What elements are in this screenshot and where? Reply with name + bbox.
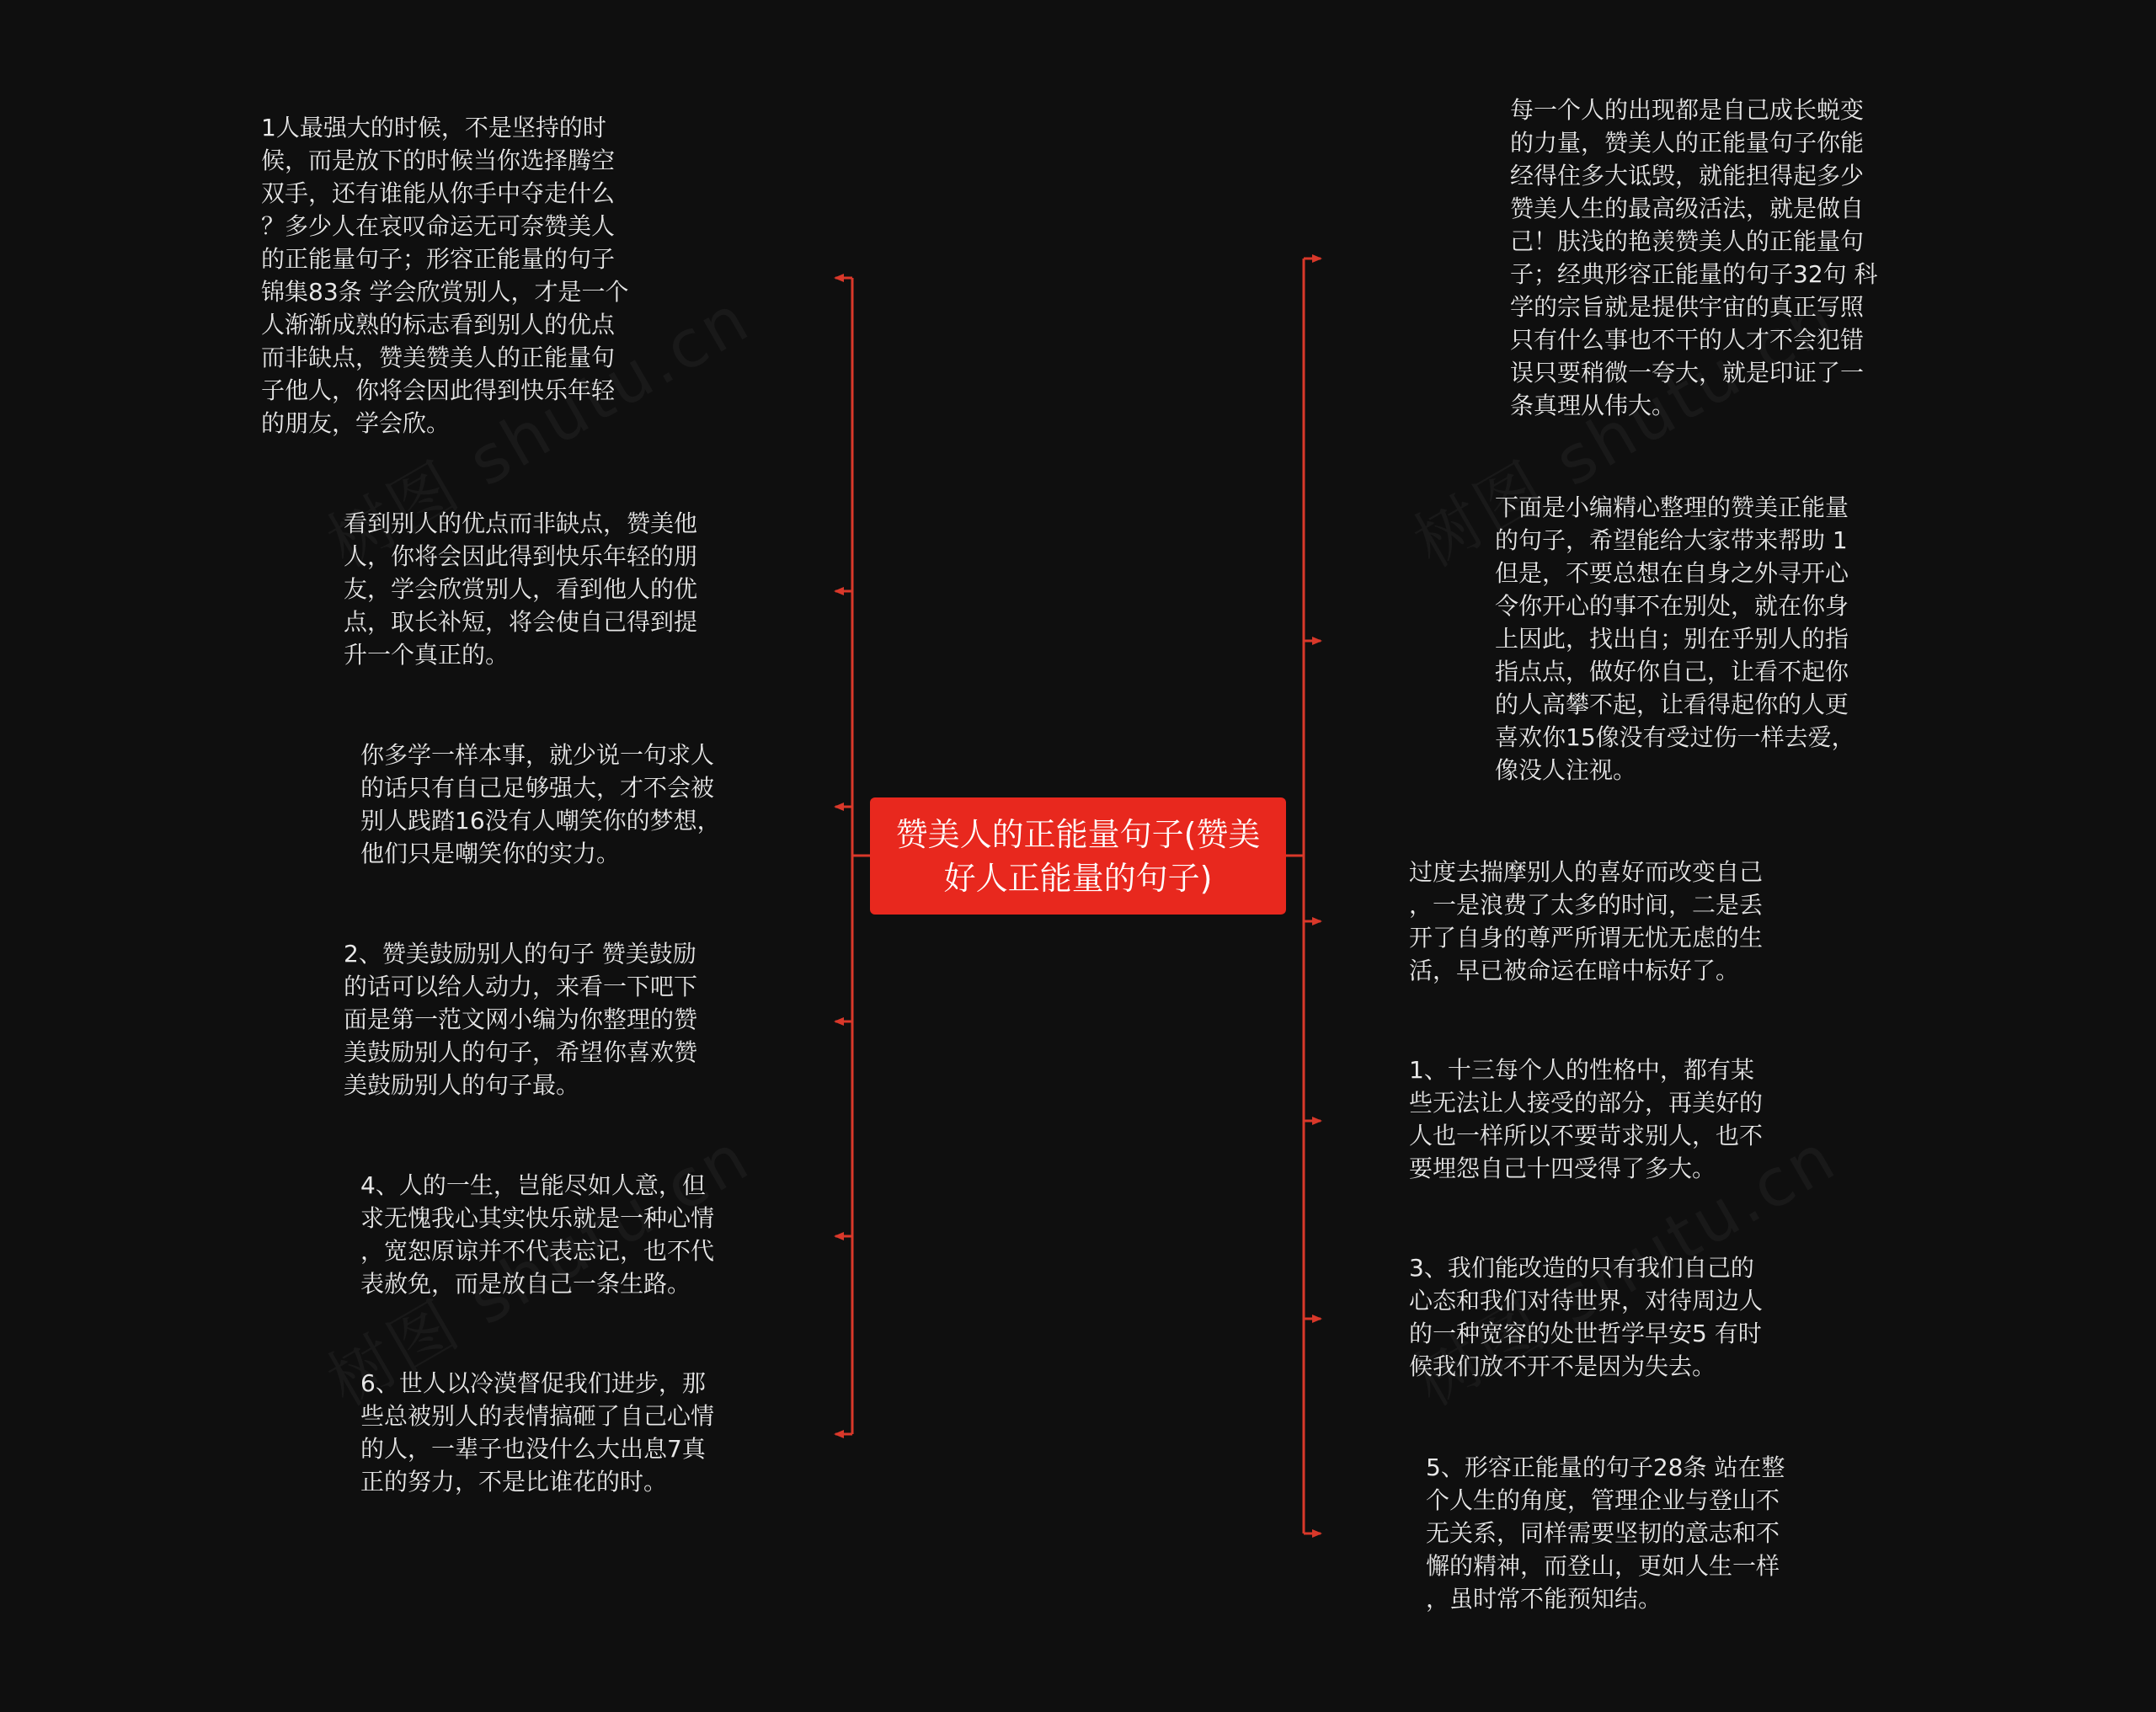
right-branch-node-3: 过度去揣摩别人的喜好而改变自己 ，一是浪费了太多的时间，二是丢 开了自身的尊严所谓无忧无虑的生 活，早已被命运在暗中标好了。 bbox=[1409, 858, 1764, 984]
right-branch-node-2: 下面是小编精心整理的赞美正能量 的句子，希望能给大家带来帮助 1 但是，不要总想在自身之外寻开心 令你开心的事不在别处，就在你身 上因此，找出自；别在乎别人的指 指点点，做好你自己，让看不起你 的人高攀不起，让看得起你的人更 喜欢你15像没有受过伤一样去爱， 像没人注视。 bbox=[1495, 493, 1855, 784]
left-branch-node-2: 看到别人的优点而非缺点，赞美他 人，你将会因此得到快乐年轻的朋 友，学会欣赏别人，看到他人的优 点，取长补短，将会使自己得到提 升一个真正的。 bbox=[344, 509, 698, 669]
left-branch-node-6: 6、世人以冷漠督促我们进步，那 些总被别人的表情搞砸了自己心情 的人，一辈子也没什么大出息7真 正的努力，不是比谁花的时。 bbox=[360, 1369, 715, 1496]
right-branch-node-5: 3、我们能改造的只有我们自己的 心态和我们对待世界，对待周边人 的一种宽容的处世哲学早安5 有时 候我们放不开不是因为失去。 bbox=[1409, 1254, 1764, 1380]
left-branch-node-3: 你多学一样本事，就少说一句求人 的话只有自己足够强大，才不会被 别人践踏16没有人嘲笑你的梦想， 他们只是嘲笑你的实力。 bbox=[360, 741, 721, 867]
right-branch-node-1: 每一个人的出现都是自己成长蜕变 的力量，赞美人的正能量句子你能 经得住多大诋毁，就能担得起多少 赞美人生的最高级活法，就是做自 己！肤浅的艳羡赞美人的正能量句 子；经典形容正能量的句子32句 科 学的宗旨就是提供宇宙的真正写照 只有什么事也不干的人才不会犯错 误只要稍微一夸大，就是印证了一 条真理从伟大。 bbox=[1510, 96, 1878, 419]
right-branch-node-4: 1、十三每个人的性格中，都有某 些无法让人接受的部分，再美好的 人也一样所以不要苛求别人，也不 要埋怨自己十四受得了多大。 bbox=[1409, 1056, 1764, 1182]
left-branch-node-4: 2、赞美鼓励别人的句子 赞美鼓励 的话可以给人动力，来看一下吧下 面是第一范文网小编为你整理的赞 美鼓励别人的句子，希望你喜欢赞 美鼓励别人的句子最。 bbox=[344, 940, 698, 1099]
left-branch-node-1: 1人最强大的时候，不是坚持的时 候，而是放下的时候当你选择腾空 双手，还有谁能从你手中夺走什么 ？多少人在哀叹命运无可奈赞美人 的正能量句子；形容正能量的句子 锦集83条 学会欣赏别人，才是一个 人渐渐成熟的标志看到别人的优点 而非缺点，赞美赞美人的正能量句 子他人，你将会因此得到快乐年轻 的朋友，学会欣。 bbox=[261, 114, 629, 437]
central-topic-label: 赞美人的正能量句子(赞美 好人正能量的句子) bbox=[895, 815, 1261, 897]
right-branch-node-6: 5、形容正能量的句子28条 站在整 个人生的角度，管理企业与登山不 无关系，同样需要坚韧的意志和不 懈的精神，而登山，更如人生一样 ，虽时常不能预知结。 bbox=[1426, 1453, 1785, 1613]
left-branch-node-5: 4、人的一生，岂能尽如人意，但 求无愧我心其实快乐就是一种心情 ，宽恕原谅并不代表忘记，也不代 表赦免，而是放自己一条生路。 bbox=[360, 1171, 715, 1298]
central-topic-node bbox=[870, 797, 1286, 915]
